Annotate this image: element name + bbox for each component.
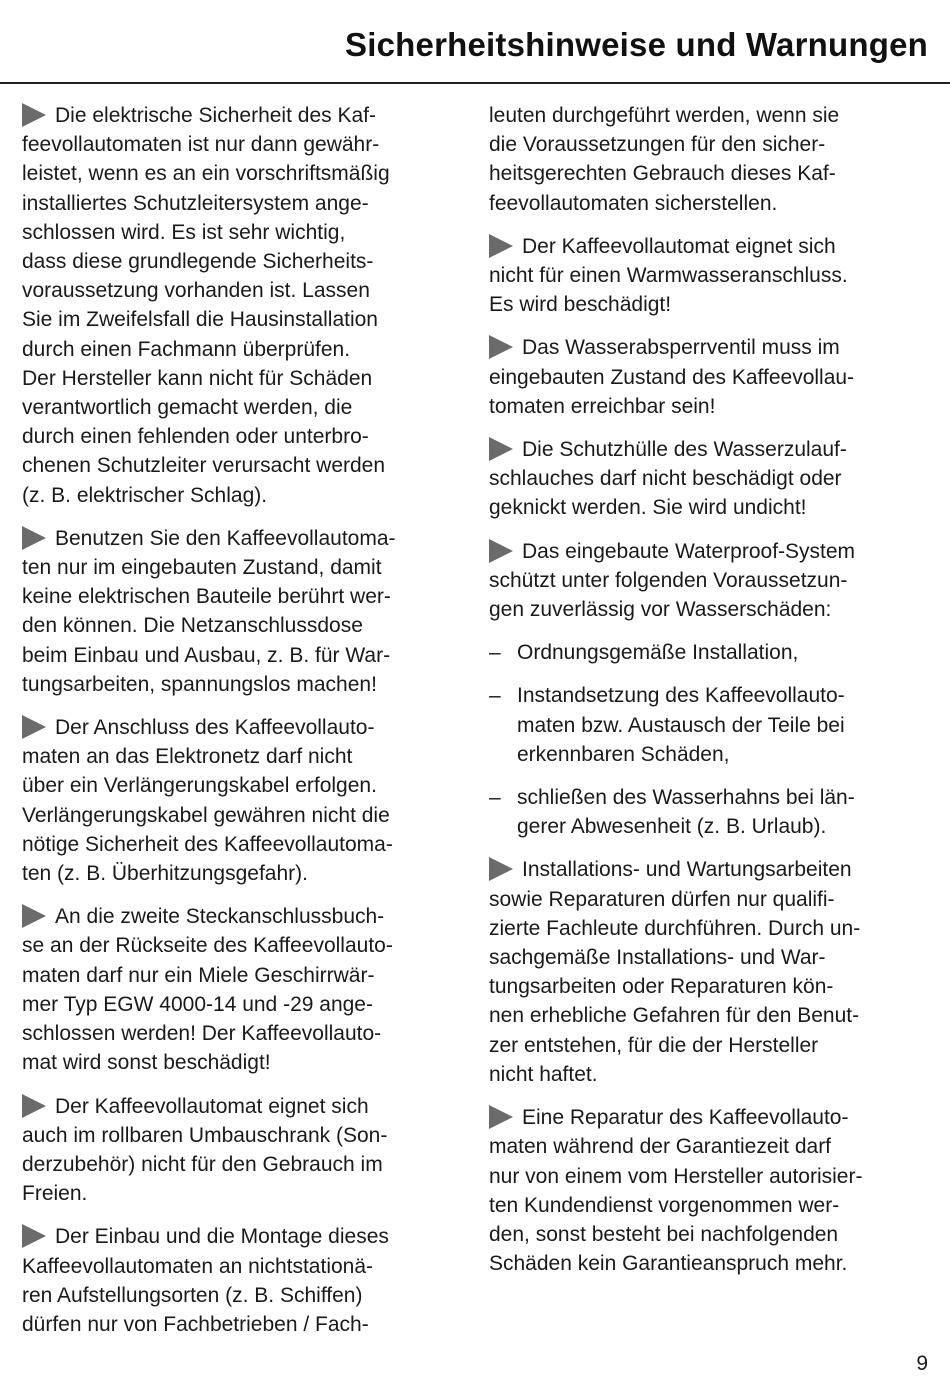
text-line <box>22 1252 464 1281</box>
text-line-content: dass diese grundlegende Sicherheits- <box>22 250 374 274</box>
text-line: maten bzw. Austausch der Teile bei <box>517 713 845 737</box>
text-line <box>22 247 464 276</box>
warning-triangle-bullet-icon <box>489 335 513 359</box>
text-line-content: Das eingebaute Waterproof-System <box>522 539 856 563</box>
text-line <box>489 493 929 522</box>
text-line <box>22 393 464 422</box>
text-line <box>22 189 464 218</box>
warning-triangle-bullet-icon <box>22 715 46 739</box>
text-line-content: Installations- und Wartungsarbeiten <box>522 858 852 882</box>
header-divider <box>0 82 950 84</box>
safety-paragraph <box>22 101 464 510</box>
warning-triangle-bullet-icon <box>22 1224 46 1248</box>
text-line <box>489 363 929 392</box>
text-line: die Voraussetzungen für den sicher- <box>489 133 826 157</box>
text-line: feevollautomaten sicherstellen. <box>489 191 778 215</box>
text-line-content: Der Anschluss des Kaffeevollauto- <box>55 716 375 740</box>
text-line-content: derzubehör) nicht für den Gebrauch im <box>22 1152 383 1176</box>
text-line <box>22 931 464 960</box>
text-line-content: auch im rollbaren Umbauschrank (Son- <box>22 1123 388 1147</box>
warning-triangle-bullet-icon <box>22 904 46 928</box>
text-line: erkennbaren Schäden, <box>517 742 730 766</box>
warning-triangle-bullet-icon <box>489 1105 513 1129</box>
right-paragraphs-a <box>489 232 929 624</box>
text-line <box>22 771 464 800</box>
text-line <box>489 1162 929 1191</box>
text-line <box>22 902 464 931</box>
text-line <box>489 1031 929 1060</box>
right-paragraphs-b <box>489 855 929 1278</box>
safety-paragraph <box>22 1222 464 1339</box>
text-line-content: se an der Rückseite des Kaffeevollauto- <box>22 934 393 958</box>
text-line <box>489 435 929 464</box>
page-number: 9 <box>916 1352 928 1375</box>
text-line <box>489 333 929 362</box>
text-line-content: ten nur im eingebauten Zustand, damit <box>22 556 382 580</box>
safety-paragraph <box>22 524 464 699</box>
text-line <box>22 742 464 771</box>
warning-triangle-bullet-icon <box>489 234 513 258</box>
text-line-content: tungsarbeiten oder Reparaturen kön- <box>489 975 834 999</box>
text-line-content: maten darf nur ein Miele Geschirrwär- <box>22 963 375 987</box>
text-line: schließen des Wasserhahns bei län- <box>517 786 855 810</box>
text-line <box>489 1060 929 1089</box>
text-line <box>22 101 464 130</box>
text-line <box>489 855 929 884</box>
text-line: leuten durchgeführt werden, wenn sie <box>489 104 840 127</box>
text-line <box>489 1191 929 1220</box>
text-line-content: Es wird beschädigt! <box>489 293 672 317</box>
text-line-content: Der Kaffeevollautomat eignet sich <box>522 234 836 258</box>
safety-paragraph <box>489 1103 929 1278</box>
safety-paragraph <box>22 1092 464 1209</box>
text-line <box>22 961 464 990</box>
dash-bullet: – <box>489 684 501 708</box>
text-line: gerer Abwesenheit (z. B. Urlaub). <box>517 815 827 839</box>
text-line-content: Der Hersteller kann nicht für Schäden <box>22 366 373 390</box>
text-line <box>489 914 929 943</box>
text-line-content: Sie im Zweifelsfall die Hausinstallation <box>22 308 378 332</box>
text-line-content: Das Wasserabsperrventil muss im <box>522 336 840 360</box>
text-line <box>22 422 464 451</box>
text-line-content: Benutzen Sie den Kaffeevollautoma- <box>55 526 396 550</box>
text-line <box>22 1222 464 1251</box>
text-line-content: durch einen fehlenden oder unterbro- <box>22 425 369 449</box>
text-line <box>489 464 929 493</box>
text-line-content: dürfen nur von Fachbetrieben / Fach- <box>22 1312 369 1336</box>
text-line <box>22 305 464 334</box>
text-line <box>22 990 464 1019</box>
text-line <box>489 290 929 319</box>
text-line <box>489 566 929 595</box>
dash-bullet: – <box>489 786 501 810</box>
text-line-content: mat wird sonst beschädigt! <box>22 1051 271 1075</box>
text-line <box>489 537 929 566</box>
dash-list <box>489 638 929 841</box>
text-line-content: schlossen wird. Es ist sehr wichtig, <box>22 220 346 244</box>
safety-paragraph <box>489 232 929 320</box>
text-line-content: nicht haftet. <box>489 1062 598 1086</box>
text-line <box>22 1281 464 1310</box>
text-line <box>489 943 929 972</box>
text-line-content: Eine Reparatur des Kaffeevollauto- <box>522 1106 849 1130</box>
text-line-content: maten während der Garantiezeit darf <box>489 1135 832 1159</box>
text-line-content: zierte Fachleute durchführen. Durch un- <box>489 916 861 940</box>
text-line: Instandsetzung des Kaffeevollauto- <box>517 684 845 708</box>
text-line <box>489 1103 929 1132</box>
text-line-content: Die Schutzhülle des Wasserzulauf- <box>522 438 847 462</box>
dash-bullet: – <box>489 641 501 665</box>
text-line-content: mer Typ EGW 4000-14 und -29 ange- <box>22 992 373 1016</box>
text-line-content: über ein Verlängerungskabel erfolgen. <box>22 774 377 798</box>
safety-paragraph <box>22 902 464 1077</box>
text-line <box>22 451 464 480</box>
page-title: Sicherheitshinweise und Warnungen <box>345 26 928 63</box>
text-line-content: Verlängerungskabel gewähren nicht die <box>22 803 390 827</box>
text-line-content: nen erhebliche Gefahren für den Benut- <box>489 1004 860 1028</box>
text-line <box>22 524 464 553</box>
safety-paragraph <box>489 435 929 523</box>
text-line-content: eingebauten Zustand des Kaffeevollau- <box>489 365 855 389</box>
warning-triangle-bullet-icon <box>22 526 46 550</box>
text-line <box>22 1179 464 1208</box>
text-line <box>489 1249 929 1278</box>
text-line <box>22 1048 464 1077</box>
text-line <box>22 553 464 582</box>
text-line: heitsgerechten Gebrauch dieses Kaf- <box>489 162 836 186</box>
text-line <box>22 1019 464 1048</box>
text-line-content: voraussetzung vorhanden ist. Lassen <box>22 279 370 303</box>
text-line-content: den können. Die Netzanschlussdose <box>22 614 363 638</box>
text-line-content: geknickt werden. Sie wird undicht! <box>489 496 807 520</box>
text-line <box>22 713 464 742</box>
continuation-paragraph <box>489 101 929 218</box>
text-line <box>22 130 464 159</box>
text-line-content: feevollautomaten ist nur dann gewähr- <box>22 133 380 157</box>
text-line-content: An die zweite Steckanschlussbuch- <box>55 905 385 929</box>
list-item <box>489 638 929 667</box>
warning-triangle-bullet-icon <box>489 539 513 563</box>
text-line <box>22 1121 464 1150</box>
text-line-content: installiertes Schutzleitersystem ange- <box>22 191 369 215</box>
text-line-content: tungsarbeiten, spannungslos machen! <box>22 672 377 696</box>
text-line <box>22 582 464 611</box>
text-line <box>489 261 929 290</box>
text-line <box>22 159 464 188</box>
text-line-content: sowie Reparaturen dürfen nur qualifi- <box>489 887 835 911</box>
text-line-content: ten Kundendienst vorgenommen wer- <box>489 1193 840 1217</box>
text-line <box>22 611 464 640</box>
text-line-content: ren Aufstellungsorten (z. B. Schiffen) <box>22 1283 363 1307</box>
text-line-content: chenen Schutzleiter verursacht werden <box>22 454 386 478</box>
text-line <box>22 335 464 364</box>
text-line <box>22 481 464 510</box>
text-line-content: schützt unter folgenden Voraussetzun- <box>489 568 848 592</box>
text-line-content: sachgemäße Installations- und War- <box>489 946 826 970</box>
safety-paragraph <box>489 855 929 1089</box>
text-line <box>22 1092 464 1121</box>
text-line <box>489 1001 929 1030</box>
text-line <box>22 1310 464 1339</box>
text-line-content: schlossen werden! Der Kaffeevollauto- <box>22 1022 382 1046</box>
text-line-content: Freien. <box>22 1182 88 1206</box>
text-line <box>22 670 464 699</box>
safety-paragraph <box>489 333 929 421</box>
text-line-content: keine elektrischen Bauteile berührt wer- <box>22 585 391 609</box>
text-line <box>22 641 464 670</box>
text-line <box>489 392 929 421</box>
warning-triangle-bullet-icon <box>22 103 46 127</box>
text-line <box>22 859 464 888</box>
warning-triangle-bullet-icon <box>22 1094 46 1118</box>
text-line <box>22 830 464 859</box>
text-line-content: beim Einbau und Ausbau, z. B. für War- <box>22 643 391 667</box>
text-line-content: tomaten erreichbar sein! <box>489 394 716 418</box>
text-line: Ordnungsgemäße Installation, <box>517 641 799 665</box>
text-line-content: Die elektrische Sicherheit des Kaf- <box>55 104 376 127</box>
text-line <box>489 1220 929 1249</box>
text-line-content: nötige Sicherheit des Kaffeevollautoma- <box>22 832 393 856</box>
text-line-content: schlauches darf nicht beschädigt oder <box>489 467 842 491</box>
text-line-content: den, sonst besteht bei nachfolgenden <box>489 1222 839 1246</box>
text-line-content: zer entstehen, für die der Hersteller <box>489 1033 819 1057</box>
safety-paragraph <box>22 713 464 888</box>
text-line-content: gen zuverlässig vor Wasserschäden: <box>489 598 832 622</box>
text-line <box>22 218 464 247</box>
text-line <box>22 276 464 305</box>
text-line-content: leistet, wenn es an ein vorschriftsmäßig <box>22 162 390 186</box>
text-line-content: nicht für einen Warmwasseranschluss. <box>489 264 848 288</box>
text-line-content: durch einen Fachmann überprüfen. <box>22 337 351 361</box>
right-column <box>489 101 929 1292</box>
warning-triangle-bullet-icon <box>489 437 513 461</box>
list-item <box>489 681 929 769</box>
text-line-content: verantwortlich gemacht werden, die <box>22 396 353 420</box>
text-line <box>22 1150 464 1179</box>
text-line-content: ten (z. B. Überhitzungsgefahr). <box>22 862 308 886</box>
text-line-content: Kaffeevollautomaten an nichtstationä- <box>22 1254 374 1278</box>
list-item <box>489 783 929 841</box>
text-line <box>22 801 464 830</box>
text-line <box>489 232 929 261</box>
safety-paragraph <box>489 537 929 625</box>
text-line <box>489 972 929 1001</box>
left-column <box>22 101 464 1353</box>
text-line-content: Der Kaffeevollautomat eignet sich <box>55 1094 369 1118</box>
text-line-content: (z. B. elektrischer Schlag). <box>22 483 268 507</box>
text-line-content: nur von einem vom Hersteller autorisier- <box>489 1164 863 1188</box>
text-line <box>22 364 464 393</box>
text-line-content: Der Einbau und die Montage dieses <box>55 1225 389 1249</box>
text-line <box>489 1132 929 1161</box>
text-line-content: Schäden kein Garantieanspruch mehr. <box>489 1252 848 1276</box>
warning-triangle-bullet-icon <box>489 857 513 881</box>
text-line-content: maten an das Elektronetz darf nicht <box>22 745 353 769</box>
text-line <box>489 595 929 624</box>
text-line <box>489 885 929 914</box>
